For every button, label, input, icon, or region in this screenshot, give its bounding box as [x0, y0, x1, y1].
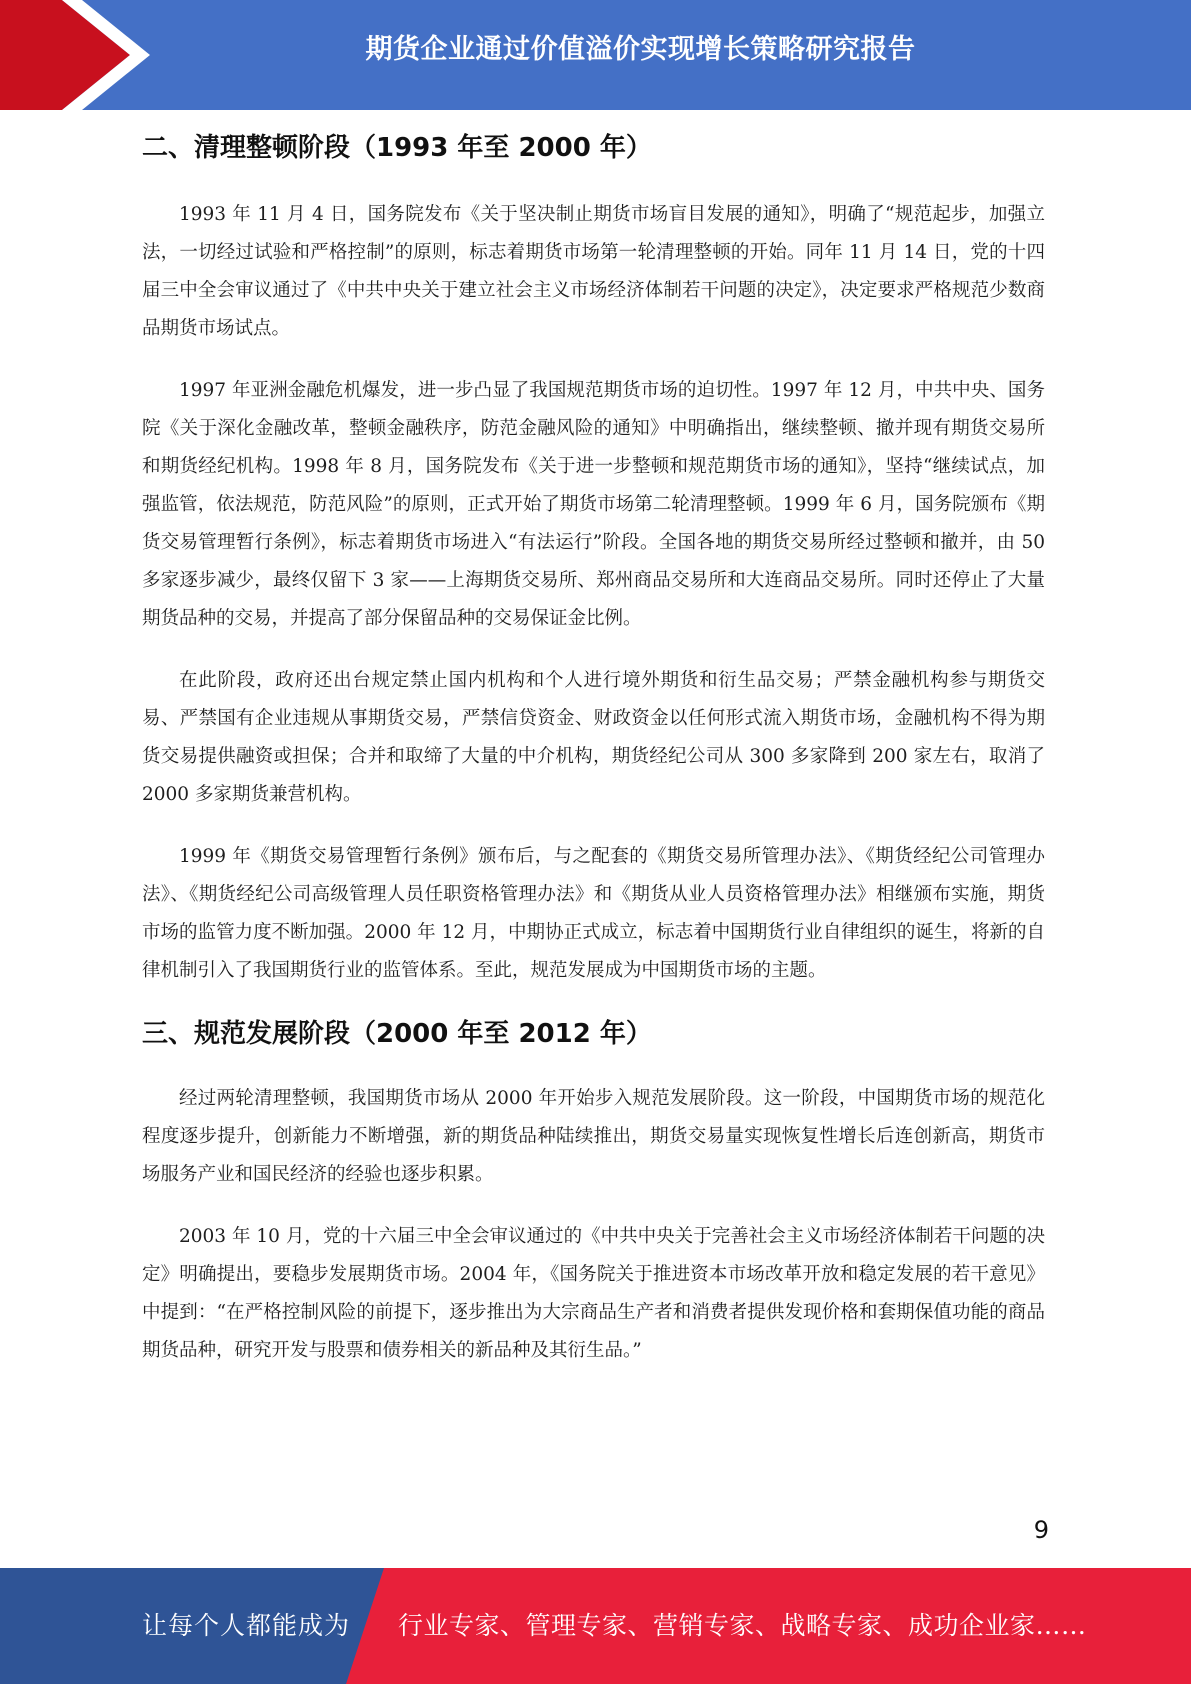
- page-number: 9: [1033, 1516, 1049, 1544]
- document-title: 期货企业通过价值溢价实现增长策略研究报告: [365, 34, 916, 65]
- body-paragraph: 经过两轮清理整顿，我国期货市场从 2000 年开始步入规范发展阶段。这一阶段，中国期货市场的规范化程度逐步提升，创新能力不断增强，新的期货品种陆续推出，期货交易量实现恢复性增长后连创新高，期货市场服务产业和国民经济的经验也逐步积累。: [142, 1088, 1045, 1185]
- page-content: [142, 128, 1045, 1370]
- body-paragraph: 1999 年《期货交易管理暂行条例》颁布后，与之配套的《期货交易所管理办法》、《期货经纪公司管理办法》、《期货经纪公司高级管理人员任职资格管理办法》和《期货从业人员资格管理办法》相继颁布实施，期货市场的监管力度不断加强。2000 年 12 月，中期协正式成立，标志着中国期货行业自律组织的诞生，将新的自律机制引入了我国期货行业的监管体系。至此，规范发展成为中国期货市场的主题。: [142, 846, 1045, 981]
- body-paragraph: 1997 年亚洲金融危机爆发，进一步凸显了我国规范期货市场的迫切性。1997 年 12 月，中共中央、国务院《关于深化金融改革，整顿金融秩序，防范金融风险的通知》中明确指出，继续整顿、撤并现有期货交易所和期货经纪机构。1998 年 8 月，国务院发布《关于进一步整顿和规范期货市场的通知》，坚持“继续试点，加强监管，依法规范，防范风险”的原则，正式开始了期货市场第二轮清理整顿。1999 年 6 月，国务院颁布《期货交易管理暂行条例》，标志着期货市场进入“有法运行”阶段。全国各地的期货交易所经过整顿和撤并，由 50 多家逐步减少，最终仅留下 3 家——上海期货交易所、郑州商品交易所和大连商品交易所。同时还停止了大量期货品种的交易，并提高了部分保留品种的交易保证金比例。: [142, 380, 1045, 629]
- section-heading: 三、规范发展阶段（2000 年至 2012 年）: [142, 1019, 652, 1049]
- body-paragraph: 在此阶段，政府还出台规定禁止国内机构和个人进行境外期货和衍生品交易；严禁金融机构参与期货交易、严禁国有企业违规从事期货交易，严禁信贷资金、财政资金以任何形式流入期货市场，金融机构不得为期货交易提供融资或担保；合并和取缔了大量的中介机构，期货经纪公司从 300 多家降到 200 家左右，取消了 2000 多家期货兼营机构。: [142, 670, 1045, 805]
- page-footer: [0, 1568, 1191, 1684]
- body-paragraph: 2003 年 10 月，党的十六届三中全会审议通过的《中共中央关于完善社会主义市场经济体制若干问题的决定》明确提出，要稳步发展期货市场。2004 年，《国务院关于推进资本市场改革开放和稳定发展的若干意见》中提到：“在严格控制风险的前提下，逐步推出为大宗商品生产者和消费者提供发现价格和套期保值功能的商品期货品种，研究开发与股票和债券相关的新品种及其衍生品。”: [142, 1226, 1045, 1361]
- footer-slogan-right: 行业专家、管理专家、营销专家、战略专家、成功企业家……: [398, 1611, 1087, 1640]
- footer-slogan-left: 让每个人都能成为: [142, 1611, 351, 1640]
- section-heading: 二、清理整顿阶段（1993 年至 2000 年）: [142, 133, 652, 163]
- body-paragraph: 1993 年 11 月 4 日，国务院发布《关于坚决制止期货市场盲目发展的通知》，明确了“规范起步，加强立法，一切经过试验和严格控制”的原则，标志着期货市场第一轮清理整顿的开始。同年 11 月 14 日，党的十四届三中全会审议通过了《中共中央关于建立社会主义市场经济体制若干问题的决定》，决定要求严格规范少数商品期货市场试点。: [142, 204, 1045, 339]
- page-header: [0, 0, 1191, 110]
